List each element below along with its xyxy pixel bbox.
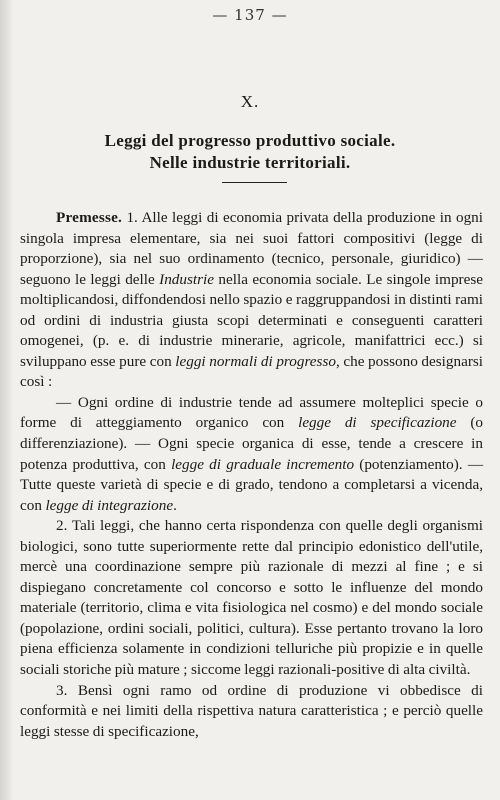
paragraph-lead: Premesse. bbox=[56, 209, 123, 226]
body-text bbox=[20, 208, 483, 742]
page-edge-shadow bbox=[0, 0, 14, 800]
chapter-title-line-2: Nelle industrie territoriali. bbox=[149, 153, 351, 172]
italic-term: legge di integrazione bbox=[45, 496, 174, 514]
paragraph-text: , che possono designarsi così : bbox=[20, 352, 484, 391]
italic-term: legge di graduale incremento bbox=[171, 455, 355, 473]
paragraph-text: 1. Alle leggi di economia privata della produzione in ogni singola impresa elementare, sia nei suoi fattori compositivi (legge di proporzione), sia nel suo ordinamento (tecnico, personale, giuridico) — seguono le leggi delle bbox=[20, 209, 483, 288]
paragraph-text: (potenziamento). — Tutte queste varietà di specie e di grado, tendono a completarsi a vicenda, con bbox=[20, 455, 484, 514]
chapter-number: X. bbox=[240, 92, 260, 111]
paragraph-text: nella economia sociale. Le singole imprese moltiplicandosi, diffondendosi nello spazio e raggruppandosi in distinti rami od ordini di industria giusta scopi determinati e conseguenti caratteri omogenei, (p. e. di industrie minerarie, agricole, manifattrici ecc.) si sviluppano esse pure con bbox=[20, 270, 484, 370]
paragraph-laws bbox=[20, 393, 483, 516]
paragraph-text: . bbox=[173, 496, 177, 514]
italic-term: Industrie bbox=[159, 270, 214, 288]
italic-term: legge di specificazione bbox=[298, 414, 457, 432]
paragraph-3: 3. Bensì ogni ramo od ordine di produzione vi obbedisce di conformità e nei limiti della rispettiva natura caratteristica ; e perciò quelle leggi stesse di specificazione, bbox=[20, 681, 483, 740]
chapter-title bbox=[0, 130, 500, 174]
italic-term: leggi normali di progresso bbox=[175, 352, 336, 370]
paragraph-text: — Ogni ordine di industrie tende ad assumere molteplici specie o forme di atteggiamento organico con bbox=[20, 393, 483, 432]
page-number: — 137 — bbox=[212, 6, 288, 24]
chapter-title-line-1: Leggi del progresso produttivo sociale. bbox=[104, 131, 396, 150]
paragraph-text: (o differenziazione). — Ogni specie organica di esse, tende a crescere in potenza produttiva, con bbox=[20, 414, 484, 473]
title-divider bbox=[222, 182, 287, 183]
paragraph-premesse bbox=[20, 208, 483, 393]
paragraph-2: 2. Tali leggi, che hanno certa rispondenza con quelle degli organismi biologici, sono tutte superiormente rette dal principio edonistico dell'utile, mercè una coordinazione sempre più razionale di mezzi al fine ; e si dispiegano concretamente col concorso e sotto le influenze del mondo materiale (territorio, clima e vita fisiologica nel cosmo) e del mondo sociale (popolazione, ordini sociali, politici, cultura). Esse pertanto trovano la loro piena efficienza solamente in condizioni telluriche più propizie e in quelle sociali storiche più mature ; siccome leggi razionali-positive di alta civiltà. bbox=[20, 517, 483, 679]
